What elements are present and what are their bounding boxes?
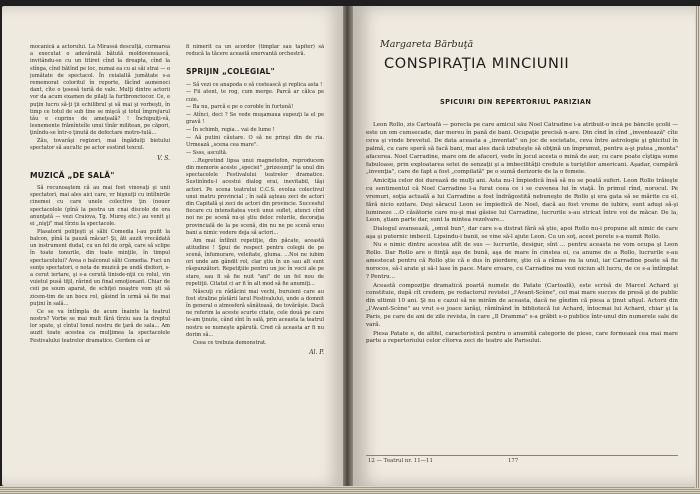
left-page-footer: 12 — Teatrul nr. 11—11 (368, 458, 433, 464)
paragraph: Ce se va întîmpla de acum înainte la teatrul nostru? Vorbe se mai mult fără tîrziu sau la dreptul lor spate, şi cîntul tonul nostru de ţară de sala... Am auzit toate acestea ca mulţimea la spectacolele Festivalului teatrelor dramatice. Cerdem că ar (30, 308, 170, 344)
dialogue-line: — Să vezi ce anapoda o să costească şi replica asta ! (186, 81, 323, 88)
article-title: CONSPIRAŢIA MINCIUNII (384, 56, 570, 72)
paragraph: mocanică a actorului. La Mirassă desculţă, curmarea a executat o adevărată bătută moldovenească, invitându-se cu un titiret cînd la dreapta, cînd la stînga, cînd bătînd pe loc, numai ea cu ai săi strai — o jumătate de spectacol. În ceialaltă jumătate s-a rememorat coloritul în reporte, făcînd aumenoci dant, cîte o ţesesă turiă de vale. Mulţi dintre actorii vor da acum examen de pilaţi la furtbronctocor. Ce, e puţin lucru să-ţi ţii echilibrul şi să mai şi vorbeşti, în timp ce totul de sub tine se mişcă şi totul împrejurul tău e cuprins de ameţeală? ! Închipuiţi-vă, lesnemente frămînteîle unui tînăr militean, pe căpori, ţinîndu-se într-o ţinută de defectare motro-tulă… (30, 44, 170, 137)
section-heading: SPRIJIN „COLEGIAL" (186, 67, 275, 77)
paragraph: Piesa Patate e, de altfel, caracteristică pentru o anumită categorie de piese, care formează cea mai mare parte a repertoriului celor cîtorva zeci de teatre ale Parisului. (366, 330, 678, 345)
right-article-body (366, 122, 678, 450)
page-edges-bottom (0, 486, 700, 494)
paragraph: ...Regretind lipsa unui magnetofon, reproducem din memorie aceste „speciei" „prizesunţi" la unul din spectacolele Festivalului teatrelor dramatice. Sustinîndu-l acestui dialog erai, inevitabil, tăşi actori. Pe scena teatrului C.C.S. evolua colectivul unui matru provincial ; în sală aşteau zeci de actori din Capitală şi zeci de actori din provincie. Succesful fiecare cu intensitatea vocii unui suflet, atunci cînd noi ne pe scenă nu-şi ştiu deloc rolurile, decoraţia provincială de la pe scenă, din nu ne pe scenă erau bani a nimic vedere deja să actori... (186, 157, 324, 236)
closing-line: Ceea ce trebuia demonstrat. (193, 339, 267, 346)
dialogue-line: — Atînci, deci ? Se vede muşamaua supeuţi la el pe gravă ! (186, 112, 324, 126)
dialogue-line: — În schimb, regia... vai de lume ! (186, 127, 275, 134)
dialogue-line: — Ba nu, parcă e pe o coroble în furtună! (186, 104, 294, 111)
section-heading: MUZICĂ „DE SALĂ" (30, 170, 115, 180)
page-number: 177 (508, 458, 519, 464)
left-column-1 (30, 44, 170, 448)
page-edges-right (695, 6, 700, 488)
paragraph: Să recunoaştem că au mai fost vinovaţi şi unii spectatori, mai ales aici care, vr bişnuiţi cu intîlnirile cinemei cu care unele colective ţin (nouer spectacolole (pînă la pestra un cnai discolo de ora anunţată — vezi Craiova, Tg. Mureş etc.) au venit şi ei „nişţi" mai tîrziu la spectacole. (30, 185, 170, 228)
paragraph: Am mai întîlnit repetiţie, din păcate, această atitudine ! Şpui de respect pentru colegii de pe scenă, înfumurare, veleitate, gluma. ...Noi ne iubim ori unde am gândit rol, clar ştiu în un sau alt sunt răspunzători. Repetiţiile pentru un joc în vocii ale pe stare, sau fi să fie nuit "ani" de un fel nou de repetiţii. Citatul ci ar fi în alt mod să fie anumiţi... (186, 237, 324, 287)
paragraph: Născuţi cu rădăcini mai vechi, buruieni care au fost straline pîstării larul Festivalului, unde a domnit în general o atmosferă sănătoasă, de tovărăşie. Dacă ne referim la aceste scurte citate, cele două pe care le-am ţinute, când sînt în sală, prin aceasta la teatrul nostru se numeşte apărută. Cred că aceasta ar fi nu dorim să... (186, 288, 324, 338)
paragraph: Această compoziţie dramatică poartă numele de Patate (Cartoafă), este scrisă de Marcel Achard şi constituie, după cît credem, pe redactorul revistei „l'Avant-Scène", cel mai mare succes de presă şi de public din ultimii 10 ani. Şi nu e cazul să ne mirăm de aceasta, dacă ne gîndim că piesa a ţinut afişul. Actorii din „l'Avant-Scène" au vrut s-o joace iarăşi, rămînând în bibliotecă lui Achard, întocmai lui Achard, chiar şi la Paris, pe care de ani de zile revista, în care „Il Dramma" s-a grăbit s-o publice într-unul din numerele sale de vară. (366, 282, 678, 329)
paragraph: Amiciţia celor doi durează de mulţi ani. Asta nu-l împiedică însă să nu se poată suferi. Leon Rollo trăieşte cu sentimentul că Noel Carradine l-a furat ceea ce i se cuvenea lui în viaţă. În primul rînd, norocul. Pe vremuri, soţia actuală a lui Carradine a fost îndrăgostită nebuneşte de Rollo şi era gata să se mărite cu el, fără nicio ezitare. Deşi săracul Leon se împiedică de Noel, dacă au fost vreme de iubire, sunt aduşi să-şi lumineze ...O căsătorie care nu-şi mai găsise lui Carradine, lucrurile s-au stricat între voi de măcar. De la, Leon, ştiam parte dar, sunt la mintea rezolvare... (366, 177, 678, 224)
dialogue-line: — Fii atent, te rog, cum merge. Parcă ar călca pe cuie. (186, 89, 324, 103)
article-subtitle: SPICUIRI DIN REPERTORIUL PARIZIAN (440, 98, 592, 106)
footer-rule (366, 455, 678, 456)
signature: V. S. (157, 154, 170, 162)
signature: Al. P. (309, 348, 324, 356)
dialogue-line: — Aă putini căutare. O să ne prinşi din de ria. Urmează „scena cea mare". (186, 135, 324, 149)
paragraph: Nu e nimic dintre acestea atît de sus — lucrurile, desigur, sînt ... pentru aceasta ne vom ocupa şi Leon Rollo. Dar Rollo are o fiinţă aşa de bună, aşa de mare în cinstea ei, ca anume de a Rollo, lucrurile s-au amestecat pentru că Rollo ştie că e dus în pierdere, ştie că a rămas nu la unul, iar Carradine poate să fie norocos, să-l arate şi să-l lase în pace. Mare eroare, cu Carradine nu vezi niciun alt lucru, de ce s-a întîmplat ? Pentru... (366, 242, 678, 280)
paragraph: fi nimerit ca un acordor (timplar sau tapiter) să reducă la tăcere această enervantă orchestră. (186, 44, 324, 58)
left-column-2 (186, 44, 324, 448)
paragraph: Zău, tovarăşi regizori, mai îngăduiţi bietului spectator să aucultc pe actor esstind texcul. (30, 138, 170, 152)
book-gutter (343, 6, 353, 486)
article-author: Margareta Bărbuţă (380, 39, 474, 50)
paragraph: Plasatorii poliţeşti şi sălii Comedia l-au pufit la balcon, pînă la pauză măcar! Şi, ăti auzit vrecădată un instrument dudal, cu un fel de orgă, care să sclipe în toate tonurile, din toate minţile, în timpul spectacolului? Avea o balconul sălii Comedia. Fuci un sunţe spectatori, o nota de muzică pe undă disitori, s-a cerut iertare, şi s-a cerută linisde-nţii cu rolul, vin vuietul pusă tiţil, rărind un final emoţionant. Chiar de ceii pe soum aparat, de schiţei noaştre vom şti să zicem-tim de un bocu rol, găsind în urmă să fie mai puţini în sală... (30, 228, 170, 307)
paragraph: Dialogul avansează, „omul bun", dar care s-a distrat fără să ştie, apoi Rollo nu-i propune alt nimic de care aşa şi puternic imbecil. Lipsindu-i banii, se vine să-l ajute Leon. Cu un soţ, acest perete s-a numit Rollo. (366, 225, 678, 240)
dialogue-line: — Ssss, ascultă. (186, 150, 228, 156)
paragraph: Leon Rollo, zis Cartoafă — porecla pe care amicul său Noel Catradine i-a atribuit-o încă pe băncile şcolii — este un om cumsecade, dar mereu în pană de bani. Ocupaţie precisă n-are. Din cînd în cînd „inventează" cîte ceva şi vinde brevetul. De data aceasta a „inventat" un joc de societate, ceva între astrologie şi ghicitul în palmă, cu care speră să facă bani, mai ales dacă izbuteşte să obţină un împrumut, pentru a-şi putea „monta" afacerea. Noel Carradine, mare om de afaceri, vede în jocul acesta o mină de aur, cu care poate cîştiga sume fabuloase, prin exploatarea setei de senzaţii şi a imbecilităţii credule a turiştilor americani. Aşadar, cumpără „invenţia", care de fapt a fost „compilată" pe o sumă derizorie de la o femeie. (366, 122, 678, 176)
